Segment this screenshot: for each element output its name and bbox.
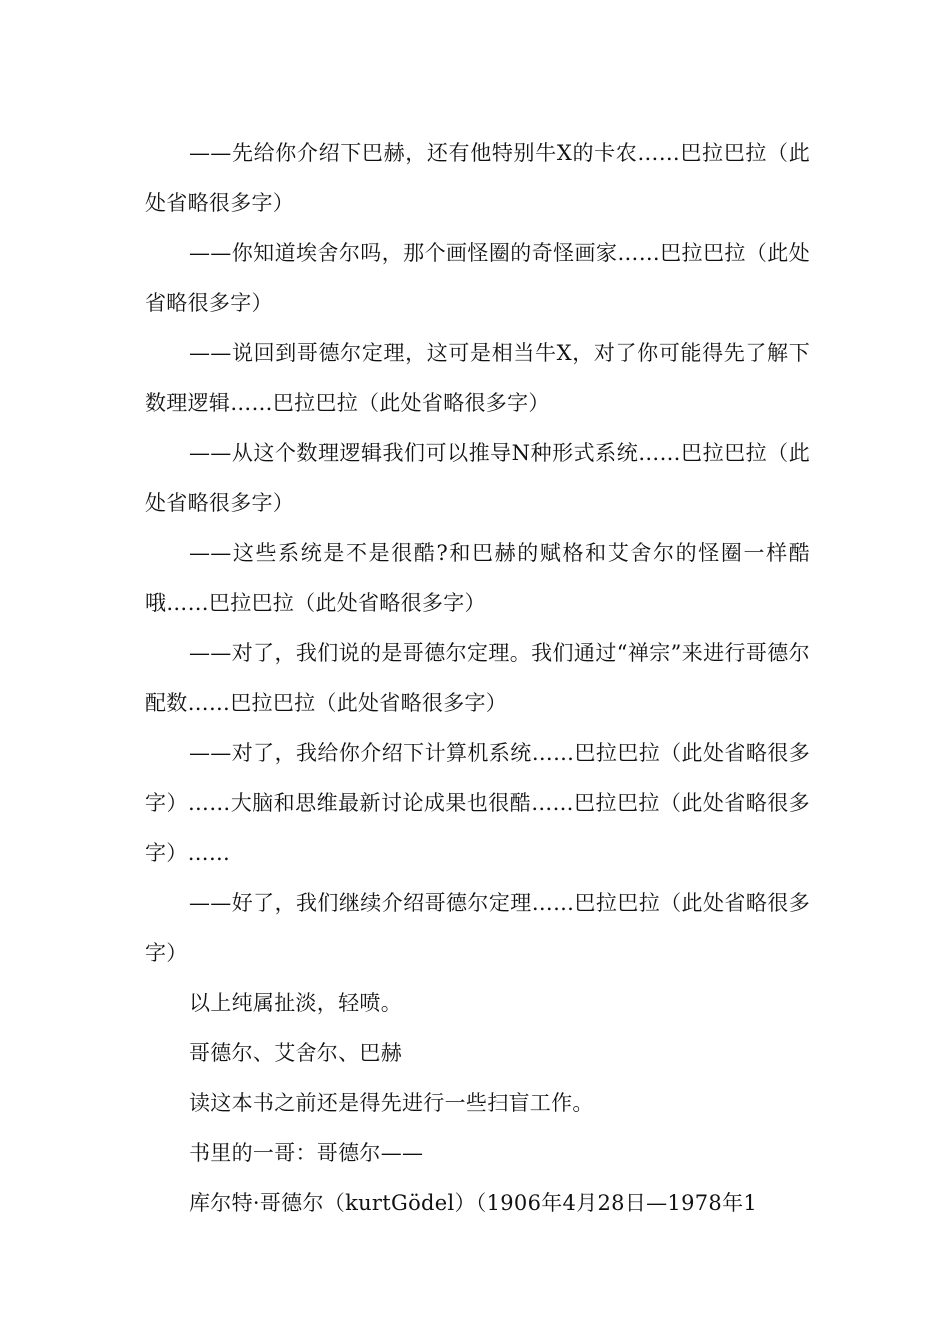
paragraph-escher: ——你知道埃舍尔吗，那个画怪圈的奇怪画家……巴拉巴拉（此处省略很多字） (145, 241, 810, 315)
paragraph-godel-bio: 库尔特·哥德尔（kurtGödel）（1906年4月28日—1978年1 (189, 1191, 758, 1215)
paragraph-formal-systems: ——从这个数理逻辑我们可以推导N种形式系统……巴拉巴拉（此处省略很多字） (145, 441, 810, 515)
paragraph-continue-godel: ——好了，我们继续介绍哥德尔定理……巴拉巴拉（此处省略很多字） (145, 891, 810, 965)
paragraph-godel-theorem-logic: ——说回到哥德尔定理，这可是相当牛X，对了你可能得先了解下数理逻辑……巴拉巴拉（此处省略很多字） (145, 341, 810, 415)
section-heading-geb: 哥德尔、艾舍尔、巴赫 (189, 1041, 402, 1065)
paragraph-computer-systems: ——对了，我给你介绍下计算机系统……巴拉巴拉（此处省略很多字）……大脑和思维最新讨论成果也很酷……巴拉巴拉（此处省略很多字）…… (145, 741, 810, 865)
paragraph-godel-numbering: ——对了，我们说的是哥德尔定理。我们通过“禅宗”来进行哥德尔配数……巴拉巴拉（此处省略很多字） (145, 641, 810, 715)
paragraph-prep-note: 读这本书之前还是得先进行一些扫盲工作。 (189, 1091, 594, 1115)
paragraph-joke-note: 以上纯属扯淡，轻喷。 (189, 991, 402, 1015)
paragraph-godel-intro: 书里的一哥：哥德尔—— (189, 1141, 424, 1165)
paragraph-bach-canon: ——先给你介绍下巴赫，还有他特别牛X的卡农……巴拉巴拉（此处省略很多字） (145, 141, 810, 215)
document-body (145, 128, 810, 1228)
paragraph-systems-cool: ——这些系统是不是很酷?和巴赫的赋格和艾舍尔的怪圈一样酷哦……巴拉巴拉（此处省略很多字） (145, 541, 810, 615)
